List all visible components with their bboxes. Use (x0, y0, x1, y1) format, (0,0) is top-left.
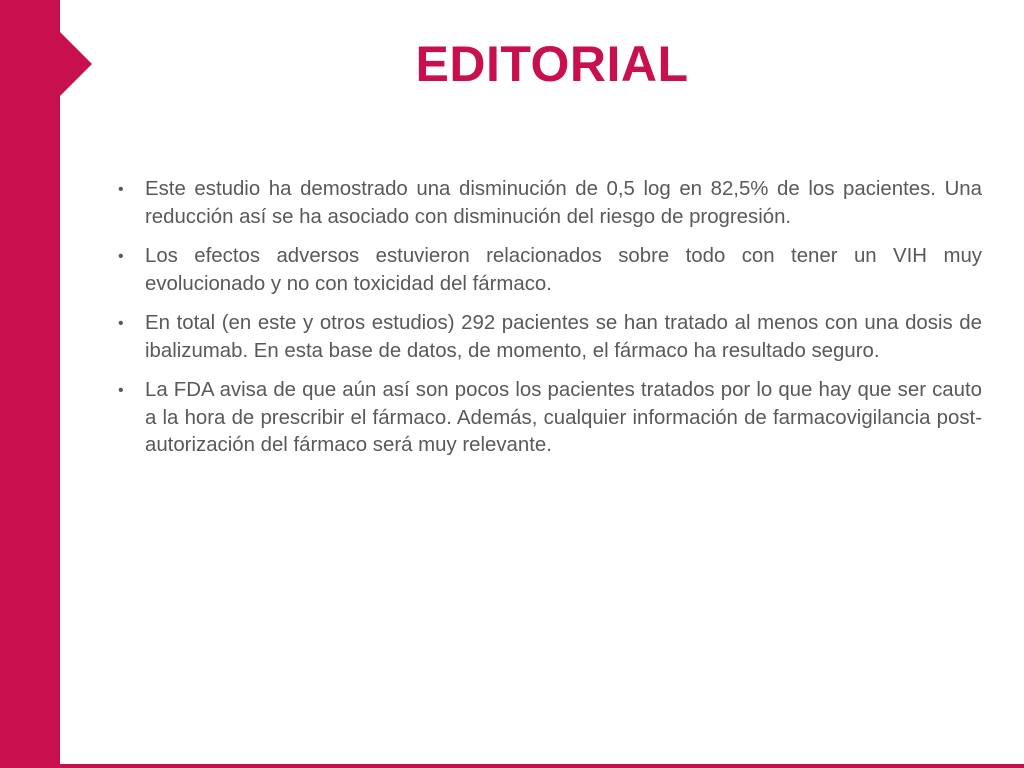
bullet-item (118, 310, 982, 365)
bullet-icon: • (118, 248, 124, 265)
bullet-item (118, 243, 982, 298)
bullet-item (118, 377, 982, 460)
bullet-list (118, 176, 982, 472)
accent-arrow-notch (60, 32, 92, 96)
bullet-text: La FDA avisa de que aún así son pocos los pacientes tratados por lo que hay que ser cauto a la hora de prescribir el fármaco. Además, cualquier información de farmacovigilancia post-autorización del fármaco será muy relevante. (145, 379, 982, 456)
bullet-text: Los efectos adversos estuvieron relacionados sobre todo con tener un VIH muy evolucionado y no con toxicidad del fármaco. (145, 245, 982, 295)
bullet-icon: • (118, 382, 124, 399)
bullet-text: En total (en este y otros estudios) 292 pacientes se han tratado al menos con una dosis de ibalizumab. En esta base de datos, de momento, el fármaco ha resultado seguro. (145, 312, 982, 362)
bullet-icon: • (118, 181, 124, 198)
bullet-item (118, 176, 982, 231)
slide-title: EDITORIAL (415, 36, 689, 92)
bullet-icon: • (118, 315, 124, 332)
bottom-accent-line (0, 764, 1024, 768)
bullet-text: Este estudio ha demostrado una disminución de 0,5 log en 82,5% de los pacientes. Una reducción así se ha asociado con disminución del riesgo de progresión. (145, 178, 982, 228)
side-accent-bar (0, 0, 60, 768)
